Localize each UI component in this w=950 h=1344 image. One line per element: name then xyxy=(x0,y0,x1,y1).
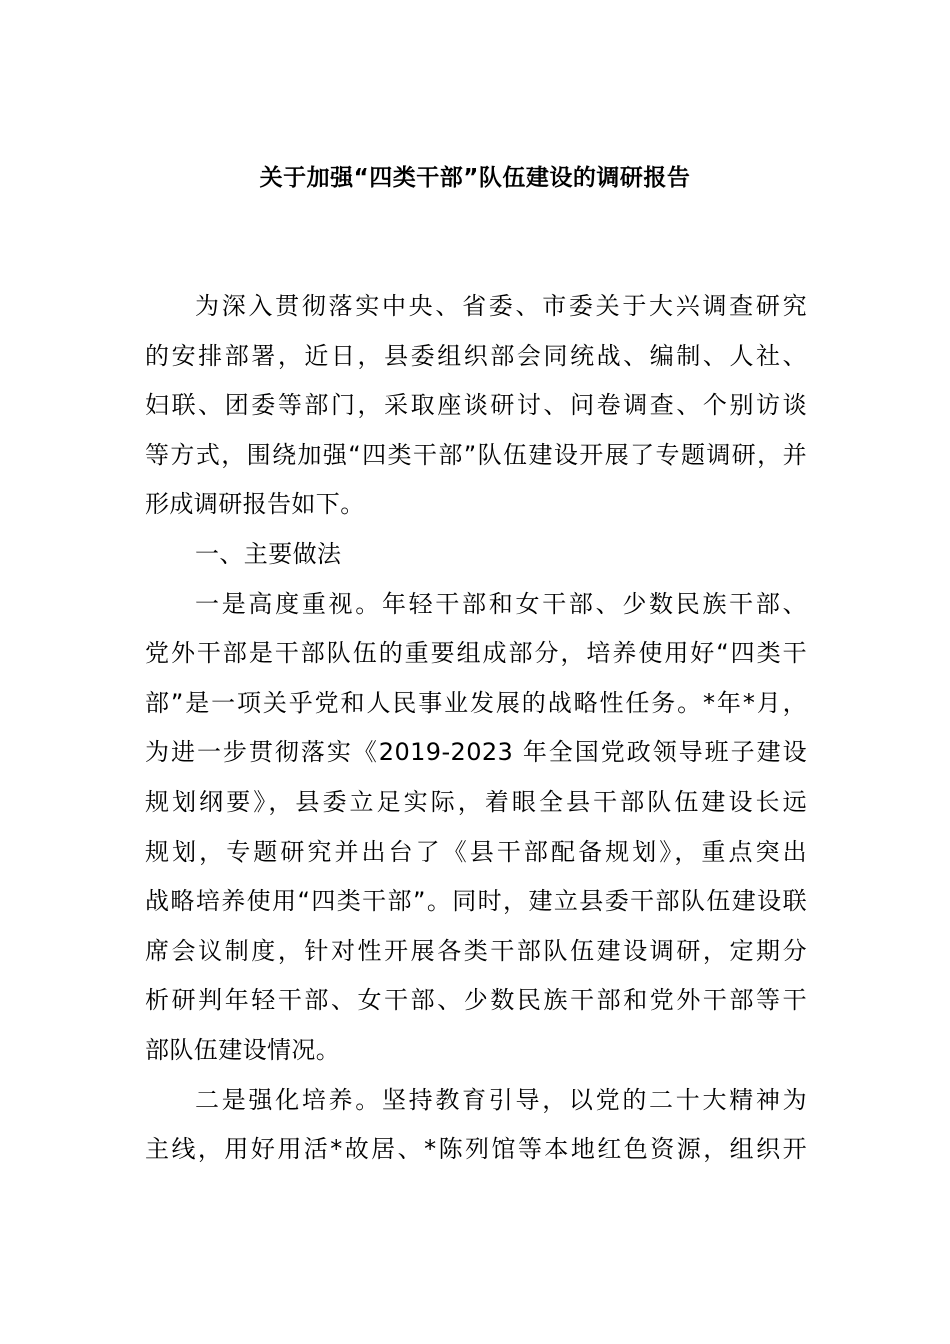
section-heading: 一、主要做法 xyxy=(195,539,342,568)
paragraph-line: 一是高度重视。年轻干部和女干部、少数民族干部、 xyxy=(195,589,807,618)
paragraph-line: 部”是一项关乎党和人民事业发展的战略性任务。*年*月， xyxy=(145,688,807,717)
paragraph-line: 主线，用好用活*故居、*陈列馆等本地红色资源，组织开 xyxy=(145,1135,807,1164)
paragraph-line: 席会议制度，针对性开展各类干部队伍建设调研，定期分 xyxy=(145,936,807,965)
paragraph-line: 等方式，围绕加强“四类干部”队伍建设开展了专题调研，并 xyxy=(145,440,807,469)
paragraph-line: 部队伍建设情况。 xyxy=(145,1035,341,1064)
paragraph-line: 为进一步贯彻落实《2019-2023 年全国党政领导班子建设 xyxy=(145,738,807,767)
paragraph-line: 形成调研报告如下。 xyxy=(145,490,365,519)
document-title: 关于加强“四类干部”队伍建设的调研报告 xyxy=(259,165,691,191)
paragraph-line: 规划，专题研究并出台了《县干部配备规划》，重点突出 xyxy=(145,837,807,866)
paragraph-line: 为深入贯彻落实中央、省委、市委关于大兴调查研究 xyxy=(195,292,807,320)
document-body xyxy=(145,282,807,1175)
paragraph-line: 妇联、团委等部门，采取座谈研讨、问卷调查、个别访谈 xyxy=(145,391,807,420)
paragraph-line: 二是强化培养。坚持教育引导，以党的二十大精神为 xyxy=(195,1085,807,1114)
paragraph-line: 战略培养使用“四类干部”。同时，建立县委干部队伍建设联 xyxy=(145,887,807,916)
paragraph-line: 的安排部署，近日，县委组织部会同统战、编制、人社、 xyxy=(145,341,807,370)
paragraph-line: 规划纲要》，县委立足实际，着眼全县干部队伍建设长远 xyxy=(145,787,807,816)
paragraph-line: 析研判年轻干部、女干部、少数民族干部和党外干部等干 xyxy=(145,986,807,1015)
paragraph-line: 党外干部是干部队伍的重要组成部分，培养使用好“四类干 xyxy=(145,639,807,668)
